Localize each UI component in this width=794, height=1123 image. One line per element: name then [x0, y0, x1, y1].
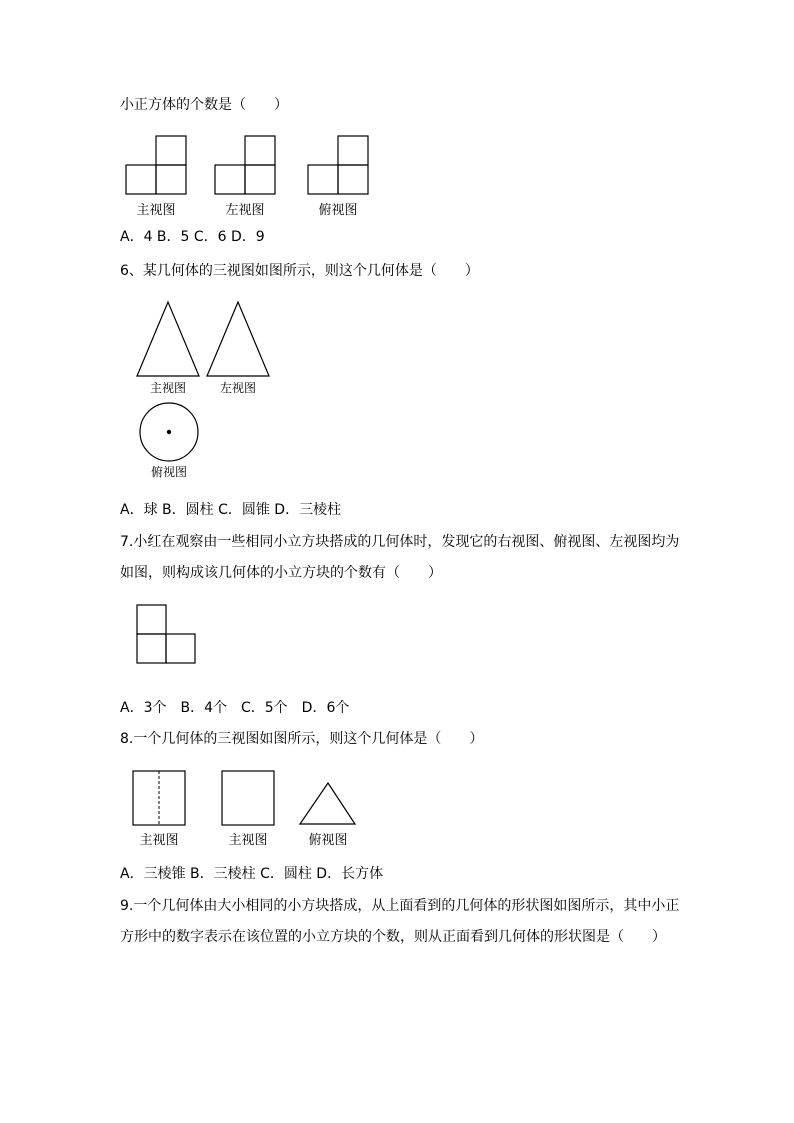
q6-stem: 6、某几何体的三视图如图所示，则这个几何体是（ ） — [120, 263, 479, 279]
q5-stem: 小正方体的个数是（ ） — [120, 97, 288, 113]
q8-second-view-caption: 主视图 — [228, 833, 268, 848]
q6-left-view — [205, 300, 271, 380]
q6-options: A．球 B．圆柱 C．圆锥 D．三棱柱 — [120, 502, 342, 518]
q6-top-view — [137, 402, 201, 464]
q9-stem-line-2: 方形中的数字表示在该位置的小立方块的个数，则从正面看到几何体的形状图是（ ） — [120, 929, 666, 945]
q7-options: A．3个 B．4个 C．5个 D．6个 — [120, 700, 350, 716]
q8-front-view — [131, 769, 187, 827]
q8-top-view — [298, 781, 358, 827]
q5-front-view — [124, 134, 188, 196]
q5-left-view-caption: 左视图 — [225, 203, 265, 218]
q5-top-view — [306, 134, 370, 196]
q6-top-view-caption: 俯视图 — [150, 465, 187, 479]
q5-front-view-caption: 主视图 — [136, 203, 176, 218]
q6-front-view — [135, 300, 201, 380]
q6-front-view-caption: 主视图 — [149, 381, 186, 395]
q9-stem-line-1: 9.一个几何体由大小相同的小方块搭成，从上面看到的几何体的形状图如图所示，其中小正 — [120, 898, 680, 914]
q8-options: A．三棱锥 B．三棱柱 C．圆柱 D．长方体 — [120, 866, 384, 882]
q5-options: A．4 B．5 C．6 D．9 — [120, 229, 265, 245]
q6-left-view-caption: 左视图 — [219, 381, 256, 395]
q7-stem-line-1: 7.小红在观察由一些相同小立方块搭成的几何体时，发现它的右视图、俯视图、左视图均为 — [120, 534, 680, 550]
q8-stem: 8.一个几何体的三视图如图所示，则这个几何体是（ ） — [120, 731, 484, 747]
q8-front-view-caption: 主视图 — [139, 833, 179, 848]
q8-second-view — [220, 769, 276, 827]
q5-left-view — [213, 134, 277, 196]
q7-stem-line-2: 如图，则构成该几何体的小立方块的个数有（ ） — [120, 565, 442, 581]
q5-top-view-caption: 俯视图 — [318, 203, 358, 218]
q8-top-view-caption: 俯视图 — [308, 833, 348, 848]
q7-view — [135, 603, 197, 665]
